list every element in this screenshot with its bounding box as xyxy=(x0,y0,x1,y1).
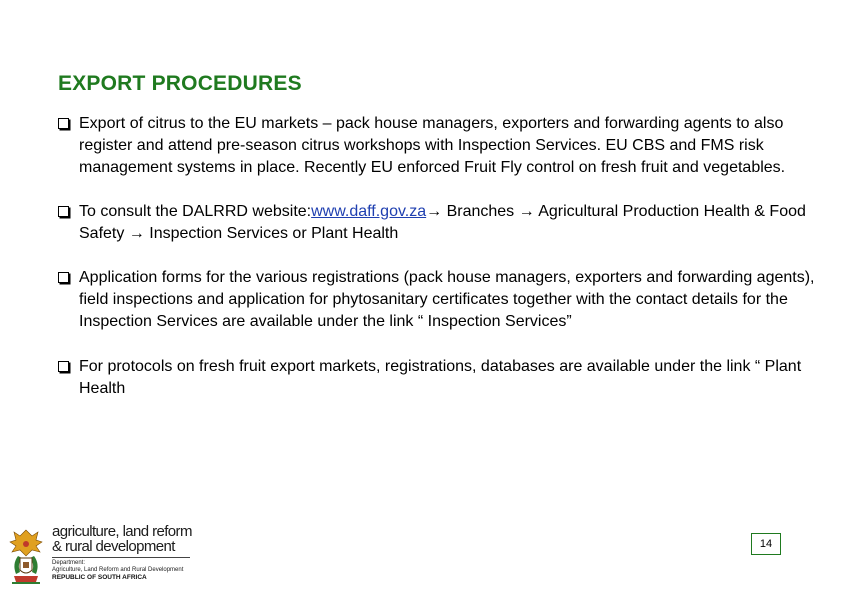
department-logo xyxy=(6,524,201,590)
brand-line-1: agriculture, land reform xyxy=(52,523,192,540)
coat-of-arms-icon xyxy=(6,526,46,588)
checkbox-bullet-icon xyxy=(58,272,69,283)
department-label: Department: xyxy=(52,560,86,566)
bullet-text: Export of citrus to the EU markets – pack house managers, exporters and forwarding agents to also register and attend pre-season citrus workshops with Inspection Services. EU CBS and FMS risk management systems in place. Recently EU enforced Fruit Fly control on fresh fruit and vegetables. xyxy=(79,115,786,176)
bullet-text: Application forms for the various registrations (pack house managers, exporters and forwarding agents), field inspections and application for phytosanitary certificates together with the contact details for the Inspection Services are available under the link “ Inspection Services” xyxy=(79,269,815,330)
country-name: REPUBLIC OF SOUTH AFRICA xyxy=(52,574,147,581)
bullet-application-forms xyxy=(58,267,818,333)
brand-text xyxy=(52,524,202,582)
bullet-text-prefix: To consult the DALRRD website: xyxy=(79,203,312,220)
brand-line-2: & rural development xyxy=(52,538,175,555)
page-number: 14 xyxy=(751,533,781,555)
bullet-list xyxy=(58,113,818,422)
bullet-dalrrd-website xyxy=(58,201,818,245)
brand-divider xyxy=(52,557,190,558)
daff-website-link[interactable]: www.daff.gov.za xyxy=(311,203,427,220)
bullet-text-suffix: → Branches → Agricultural Production Health & Food Safety → Inspection Services or Plant Health xyxy=(79,203,806,242)
department-name: Agriculture, Land Reform and Rural Development xyxy=(52,567,184,573)
bullet-citrus-export xyxy=(58,113,818,179)
bullet-text: For protocols on fresh fruit export markets, registrations, databases are available under the link “ Plant Health xyxy=(79,358,802,397)
checkbox-bullet-icon xyxy=(58,361,69,372)
checkbox-bullet-icon xyxy=(58,118,69,129)
bullet-protocols xyxy=(58,356,818,400)
checkbox-bullet-icon xyxy=(58,206,69,217)
page-title: EXPORT PROCEDURES xyxy=(58,72,302,95)
